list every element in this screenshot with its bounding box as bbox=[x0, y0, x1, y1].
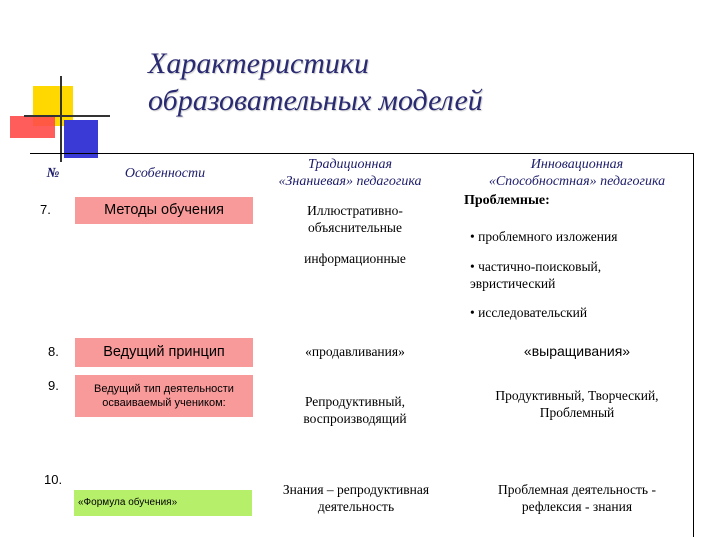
header-traditional bbox=[250, 156, 450, 190]
table-top-border bbox=[30, 153, 693, 154]
row-10-innovative-line1: Проблемная деятельность - bbox=[498, 482, 656, 497]
row-8-number: 8. bbox=[48, 344, 59, 359]
header-number: № bbox=[46, 166, 60, 181]
header-innovative-line2: «Способностная» педагогика bbox=[488, 174, 666, 189]
row-8-traditional: «продавливания» bbox=[305, 344, 405, 359]
row-9-feature-line2: осваиваемый учеником: bbox=[102, 397, 226, 409]
title-line-2: образовательных моделей bbox=[148, 84, 483, 117]
row-9-innovative-line1: Продуктивный, Творческий, bbox=[495, 388, 659, 403]
row-9-traditional-line1: Репродуктивный, bbox=[304, 394, 406, 409]
row-7-feature: Методы обучения bbox=[75, 197, 253, 224]
table-right-border bbox=[693, 153, 694, 537]
row-10-innovative-line2: рефлексия - знания bbox=[521, 499, 633, 514]
row-10-feature: «Формула обучения» bbox=[74, 490, 252, 516]
row-10-traditional-line1: Знания – репродуктивная bbox=[282, 482, 430, 497]
header-traditional-line1: Традиционная bbox=[308, 157, 392, 172]
row-10-traditional bbox=[256, 481, 456, 515]
row-9-innovative-line2: Проблемный bbox=[539, 405, 615, 420]
decor-red-square bbox=[10, 116, 55, 138]
row-7-traditional bbox=[260, 202, 450, 236]
row-9-feature bbox=[75, 375, 253, 417]
row-8-feature: Ведущий принцип bbox=[75, 338, 253, 367]
row-9-feature-line1: Ведущий тип деятельности bbox=[94, 383, 234, 395]
decor-vertical-line bbox=[60, 76, 62, 162]
row-7-traditional-line2: объяснительные bbox=[308, 220, 402, 235]
row-7-innovative-item-2: • частично-поисковый, bbox=[470, 259, 602, 274]
row-10-number: 10. bbox=[44, 472, 63, 487]
header-feature: Особенности bbox=[124, 166, 206, 181]
row-9-traditional bbox=[270, 393, 440, 427]
row-7-traditional-line3: информационные bbox=[304, 251, 406, 266]
header-traditional-line2: «Знаниевая» педагогика bbox=[278, 174, 422, 189]
row-7-number: 7. bbox=[40, 202, 51, 217]
row-7-innovative-item-4: • исследовательский bbox=[470, 305, 588, 320]
row-7-innovative-item-3: эвристический bbox=[470, 276, 556, 291]
row-9-innovative bbox=[462, 387, 692, 421]
title-line-1: Характеристики bbox=[148, 47, 369, 80]
decor-horizontal-line bbox=[24, 115, 110, 117]
row-7-innovative-heading: Проблемные: bbox=[464, 193, 550, 208]
row-7-innovative-item-1: • проблемного изложения bbox=[470, 229, 618, 244]
header-innovative bbox=[462, 156, 692, 190]
row-10-traditional-line2: деятельность bbox=[317, 499, 395, 514]
page-title bbox=[148, 45, 483, 119]
row-9-traditional-line2: воспроизводящий bbox=[303, 411, 407, 426]
row-10-innovative bbox=[462, 481, 692, 515]
header-innovative-line1: Инновационная bbox=[530, 157, 624, 172]
row-9-number: 9. bbox=[48, 378, 59, 393]
row-7-traditional-line1: Иллюстративно- bbox=[307, 203, 403, 218]
row-8-innovative: «выращивания» bbox=[523, 343, 631, 359]
